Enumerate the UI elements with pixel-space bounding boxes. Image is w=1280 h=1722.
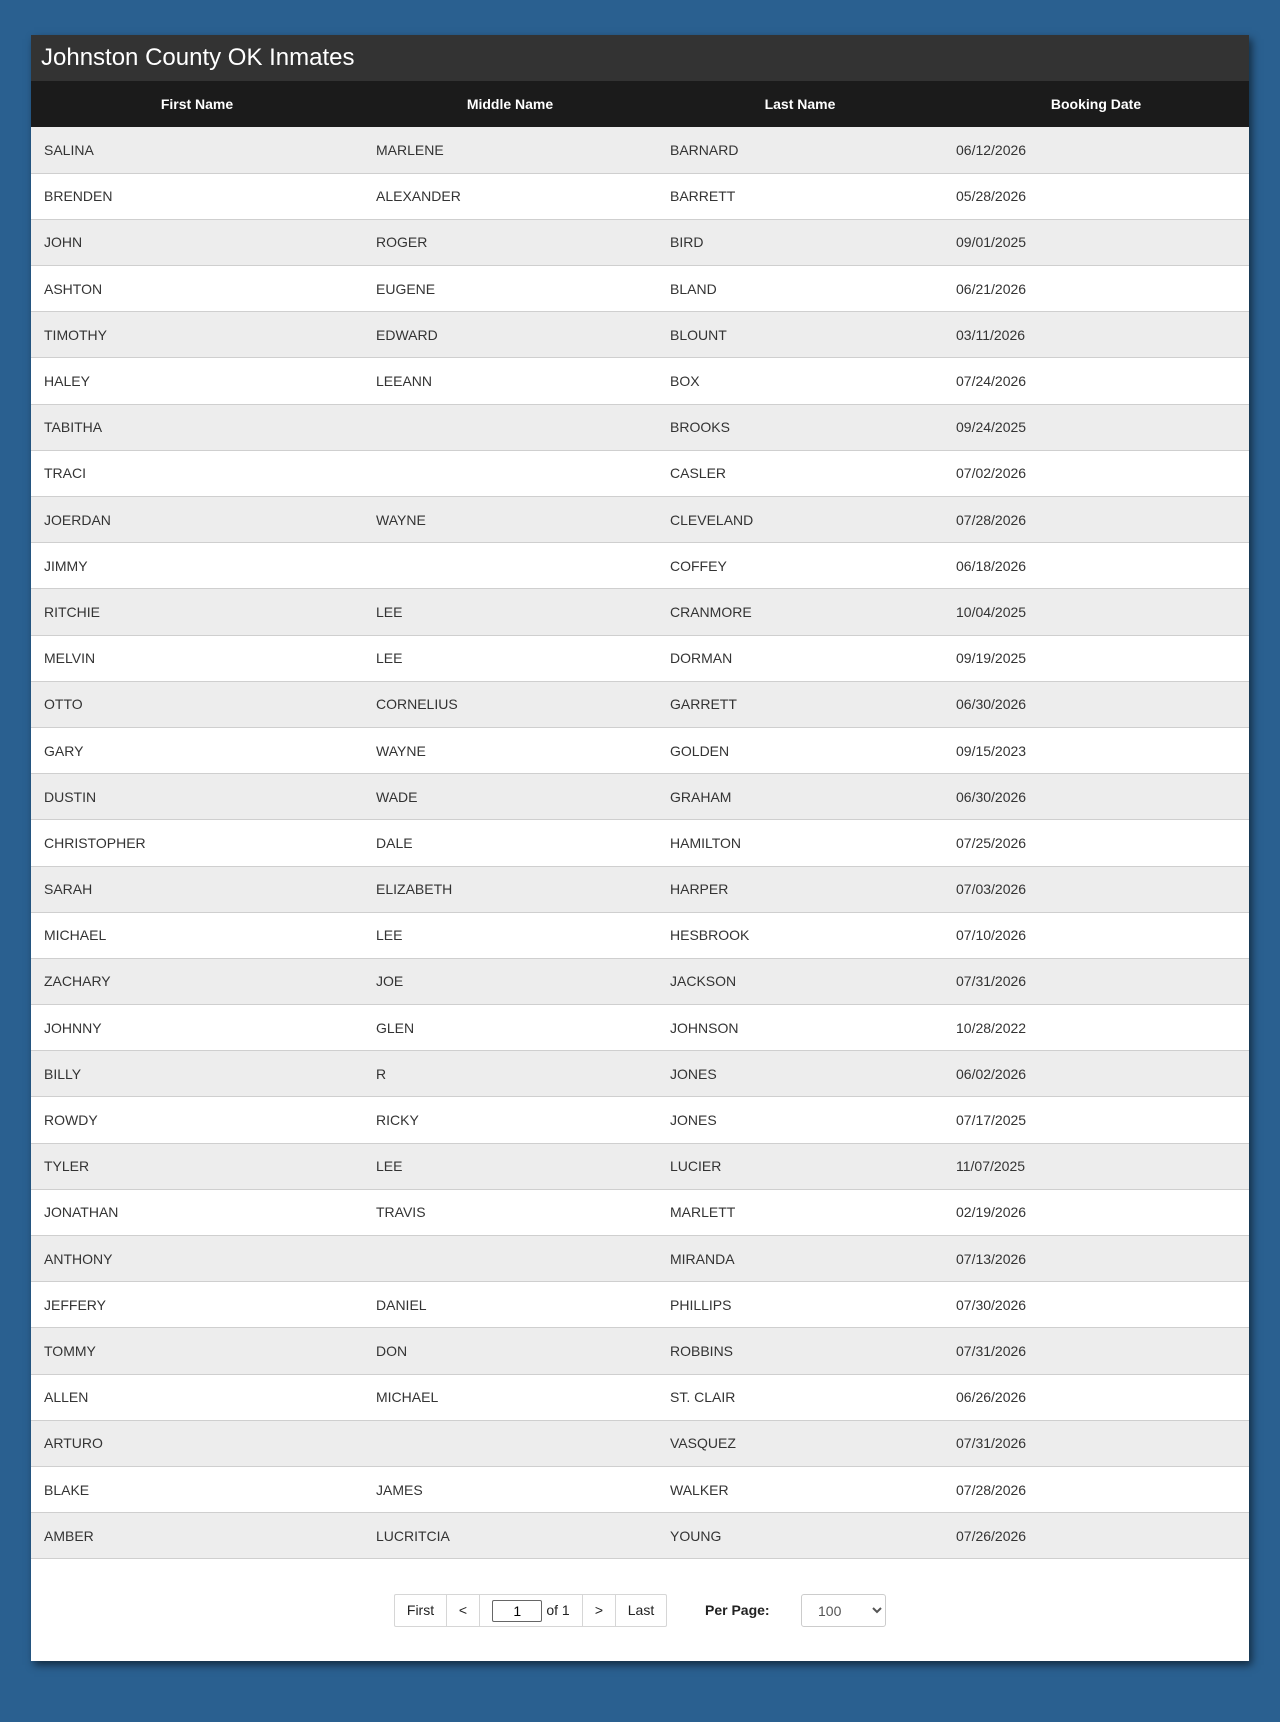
cell-first-name: ROWDY (44, 1112, 98, 1129)
table-row[interactable] (31, 450, 1249, 496)
cell-last-name: GRAHAM (670, 788, 732, 805)
cell-middle-name: ROGER (376, 234, 428, 251)
cell-last-name: BARRETT (670, 188, 736, 205)
cell-last-name: BARNARD (670, 141, 739, 158)
cell-first-name: DUSTIN (44, 788, 97, 805)
cell-last-name: BLOUNT (670, 326, 727, 343)
cell-middle-name: WAYNE (376, 742, 426, 759)
table-row[interactable] (31, 774, 1249, 820)
table-row[interactable] (31, 635, 1249, 681)
cell-booking-date: 09/19/2025 (956, 650, 1027, 667)
table-row[interactable] (31, 1189, 1249, 1235)
cell-booking-date: 06/26/2026 (956, 1389, 1027, 1406)
cell-last-name: CLEVELAND (670, 511, 754, 528)
cell-booking-date: 09/24/2025 (956, 419, 1027, 436)
cell-middle-name: LEE (376, 1158, 403, 1175)
table-row[interactable] (31, 1328, 1249, 1374)
cell-first-name: BRENDEN (44, 188, 113, 205)
cell-first-name: MICHAEL (44, 927, 107, 944)
cell-booking-date: 07/25/2026 (956, 834, 1027, 851)
cell-middle-name: LEE (376, 927, 403, 944)
cell-first-name: MELVIN (44, 650, 96, 667)
cell-booking-date: 03/11/2026 (956, 326, 1026, 343)
cell-booking-date: 06/30/2026 (956, 696, 1027, 713)
cell-booking-date: 06/12/2026 (956, 141, 1027, 158)
cell-first-name: SALINA (44, 141, 94, 158)
table-row[interactable] (31, 1005, 1249, 1051)
table-header-row (31, 81, 1249, 127)
cell-first-name: SARAH (44, 881, 93, 898)
cell-booking-date: 05/28/2026 (956, 188, 1027, 205)
cell-middle-name: LEE (376, 650, 403, 667)
cell-booking-date: 10/28/2022 (956, 1019, 1027, 1036)
page-indicator (480, 1595, 583, 1626)
cell-last-name: MARLETT (670, 1204, 736, 1221)
cell-middle-name (363, 404, 657, 450)
cell-last-name: JOHNSON (670, 1019, 739, 1036)
cell-last-name: YOUNG (670, 1527, 722, 1544)
cell-booking-date: 11/07/2025 (956, 1158, 1026, 1175)
cell-first-name: JOERDAN (44, 511, 111, 528)
cell-booking-date: 07/13/2026 (956, 1250, 1027, 1267)
table-row[interactable] (31, 866, 1249, 912)
cell-middle-name (363, 1236, 657, 1282)
cell-first-name: OTTO (44, 696, 83, 713)
per-page-label: Per Page: (705, 1602, 770, 1618)
cell-first-name: TABITHA (44, 419, 103, 436)
table-row[interactable] (31, 127, 1249, 173)
cell-first-name: AMBER (44, 1527, 94, 1544)
cell-last-name: BROOKS (670, 419, 730, 436)
cell-middle-name: WADE (376, 788, 418, 805)
table-row[interactable] (31, 681, 1249, 727)
cell-booking-date: 07/17/2025 (956, 1112, 1027, 1129)
cell-middle-name: LEE (376, 603, 403, 620)
table-row[interactable] (31, 1282, 1249, 1328)
cell-middle-name: LUCRITCIA (376, 1527, 450, 1544)
cell-last-name: JONES (670, 1112, 717, 1129)
cell-first-name: ANTHONY (44, 1250, 113, 1267)
cell-last-name: PHILLIPS (670, 1296, 732, 1313)
cell-first-name: TIMOTHY (44, 326, 107, 343)
table-row[interactable] (31, 543, 1249, 589)
cell-last-name: LUCIER (670, 1158, 722, 1175)
cell-booking-date: 09/15/2023 (956, 742, 1027, 759)
cell-middle-name: EDWARD (376, 326, 438, 343)
cell-first-name: JEFFERY (44, 1296, 106, 1313)
per-page-select[interactable] (801, 1594, 886, 1627)
cell-last-name: DORMAN (670, 650, 733, 667)
cell-last-name: HAMILTON (670, 834, 742, 851)
cell-last-name: VASQUEZ (670, 1435, 736, 1452)
cell-last-name: BOX (670, 373, 700, 390)
cell-booking-date: 07/31/2026 (956, 973, 1027, 990)
cell-booking-date: 09/01/2025 (956, 234, 1027, 251)
column-header-last-name[interactable]: Last Name (764, 96, 836, 112)
table-row[interactable] (31, 312, 1249, 358)
table-body (31, 127, 1249, 1559)
table-row[interactable] (31, 727, 1249, 773)
cell-booking-date: 07/28/2026 (956, 511, 1027, 528)
cell-middle-name: TRAVIS (376, 1204, 426, 1221)
cell-middle-name: R (376, 1065, 387, 1082)
cell-first-name: JIMMY (44, 557, 88, 574)
table-row[interactable] (31, 404, 1249, 450)
table-row[interactable] (31, 1513, 1249, 1559)
pagination-controls (394, 1594, 667, 1627)
cell-booking-date: 10/04/2025 (956, 603, 1027, 620)
next-page-button[interactable]: > (583, 1595, 616, 1626)
cell-first-name: BILLY (44, 1065, 82, 1082)
cell-first-name: ZACHARY (44, 973, 111, 990)
cell-middle-name: GLEN (376, 1019, 415, 1036)
cell-last-name: HARPER (670, 881, 729, 898)
cell-first-name: TRACI (44, 465, 86, 482)
table-row[interactable] (31, 1143, 1249, 1189)
cell-middle-name: ALEXANDER (376, 188, 461, 205)
cell-first-name: JONATHAN (44, 1204, 119, 1221)
table-row[interactable] (31, 1420, 1249, 1466)
cell-booking-date: 07/28/2026 (956, 1481, 1027, 1498)
cell-middle-name: LEEANN (376, 373, 433, 390)
cell-middle-name (363, 543, 657, 589)
cell-booking-date: 07/26/2026 (956, 1527, 1027, 1544)
cell-last-name: MIRANDA (670, 1250, 735, 1267)
table-row[interactable] (31, 1466, 1249, 1512)
column-header-middle-name[interactable]: Middle Name (466, 96, 554, 112)
cell-middle-name: JOE (376, 973, 404, 990)
cell-first-name: TOMMY (44, 1342, 96, 1359)
page-number-input[interactable] (492, 1600, 542, 1622)
table-row[interactable] (31, 820, 1249, 866)
cell-middle-name (363, 1420, 657, 1466)
cell-booking-date: 06/02/2026 (956, 1065, 1027, 1082)
cell-last-name: ROBBINS (670, 1342, 734, 1359)
cell-first-name: JOHNNY (44, 1019, 102, 1036)
cell-last-name: BLAND (670, 280, 717, 297)
cell-booking-date: 06/18/2026 (956, 557, 1027, 574)
table-row[interactable] (31, 266, 1249, 312)
page-count-label: of 1 (546, 1602, 570, 1618)
cell-middle-name: CORNELIUS (376, 696, 458, 713)
table-row[interactable] (31, 1374, 1249, 1420)
cell-middle-name: ELIZABETH (376, 881, 453, 898)
cell-first-name: GARY (44, 742, 84, 759)
cell-last-name: HESBROOK (670, 927, 750, 944)
table-row[interactable] (31, 1097, 1249, 1143)
cell-last-name: BIRD (670, 234, 704, 251)
table-row[interactable] (31, 1236, 1249, 1282)
cell-first-name: CHRISTOPHER (44, 834, 146, 851)
cell-booking-date: 02/19/2026 (956, 1204, 1027, 1221)
previous-page-button[interactable]: < (447, 1595, 480, 1626)
cell-first-name: ASHTON (44, 280, 103, 297)
cell-booking-date: 07/02/2026 (956, 465, 1027, 482)
cell-middle-name: JAMES (376, 1481, 423, 1498)
cell-middle-name: MICHAEL (376, 1389, 439, 1406)
cell-last-name: JACKSON (670, 973, 737, 990)
cell-middle-name: WAYNE (376, 511, 426, 528)
cell-last-name: WALKER (670, 1481, 729, 1498)
cell-first-name: HALEY (44, 373, 90, 390)
last-page-button[interactable]: Last (627, 1602, 655, 1618)
cell-booking-date: 06/30/2026 (956, 788, 1027, 805)
cell-first-name: BLAKE (44, 1481, 90, 1498)
cell-booking-date: 07/30/2026 (956, 1296, 1027, 1313)
cell-first-name: TYLER (44, 1158, 90, 1175)
cell-booking-date: 07/10/2026 (956, 927, 1027, 944)
table-row[interactable] (31, 1051, 1249, 1097)
cell-last-name: JONES (670, 1065, 717, 1082)
cell-middle-name: RICKY (376, 1112, 419, 1129)
cell-middle-name: EUGENE (376, 280, 436, 297)
cell-middle-name (363, 450, 657, 496)
page-title: Johnston County OK Inmates (31, 35, 1249, 81)
column-header-booking-date[interactable]: Booking Date (1050, 96, 1142, 112)
pagination-bar (31, 1594, 1249, 1627)
column-header-first-name[interactable]: First Name (160, 96, 234, 112)
table-row[interactable] (31, 219, 1249, 265)
cell-last-name: ST. CLAIR (670, 1389, 736, 1406)
table-row[interactable] (31, 497, 1249, 543)
table-row[interactable] (31, 589, 1249, 635)
cell-last-name: GOLDEN (670, 742, 730, 759)
cell-middle-name: DON (376, 1342, 408, 1359)
cell-middle-name: DANIEL (376, 1296, 427, 1313)
cell-booking-date: 06/21/2026 (956, 280, 1027, 297)
table-row[interactable] (31, 912, 1249, 958)
cell-last-name: COFFEY (670, 557, 727, 574)
cell-first-name: ALLEN (44, 1389, 89, 1406)
table-row[interactable] (31, 173, 1249, 219)
cell-middle-name: MARLENE (376, 141, 444, 158)
cell-booking-date: 07/03/2026 (956, 881, 1027, 898)
inmates-table (31, 81, 1249, 1559)
table-row[interactable] (31, 358, 1249, 404)
cell-booking-date: 07/24/2026 (956, 373, 1027, 390)
cell-first-name: ARTURO (44, 1435, 103, 1452)
table-row[interactable] (31, 958, 1249, 1004)
cell-first-name: JOHN (44, 234, 83, 251)
cell-last-name: GARRETT (670, 696, 737, 713)
cell-middle-name: DALE (376, 834, 413, 851)
first-page-button[interactable]: First (395, 1595, 447, 1626)
cell-first-name: RITCHIE (44, 603, 100, 620)
cell-booking-date: 07/31/2026 (956, 1435, 1027, 1452)
cell-last-name: CASLER (670, 465, 727, 482)
cell-booking-date: 07/31/2026 (956, 1342, 1027, 1359)
inmates-panel (31, 35, 1249, 1661)
cell-last-name: CRANMORE (670, 603, 752, 620)
